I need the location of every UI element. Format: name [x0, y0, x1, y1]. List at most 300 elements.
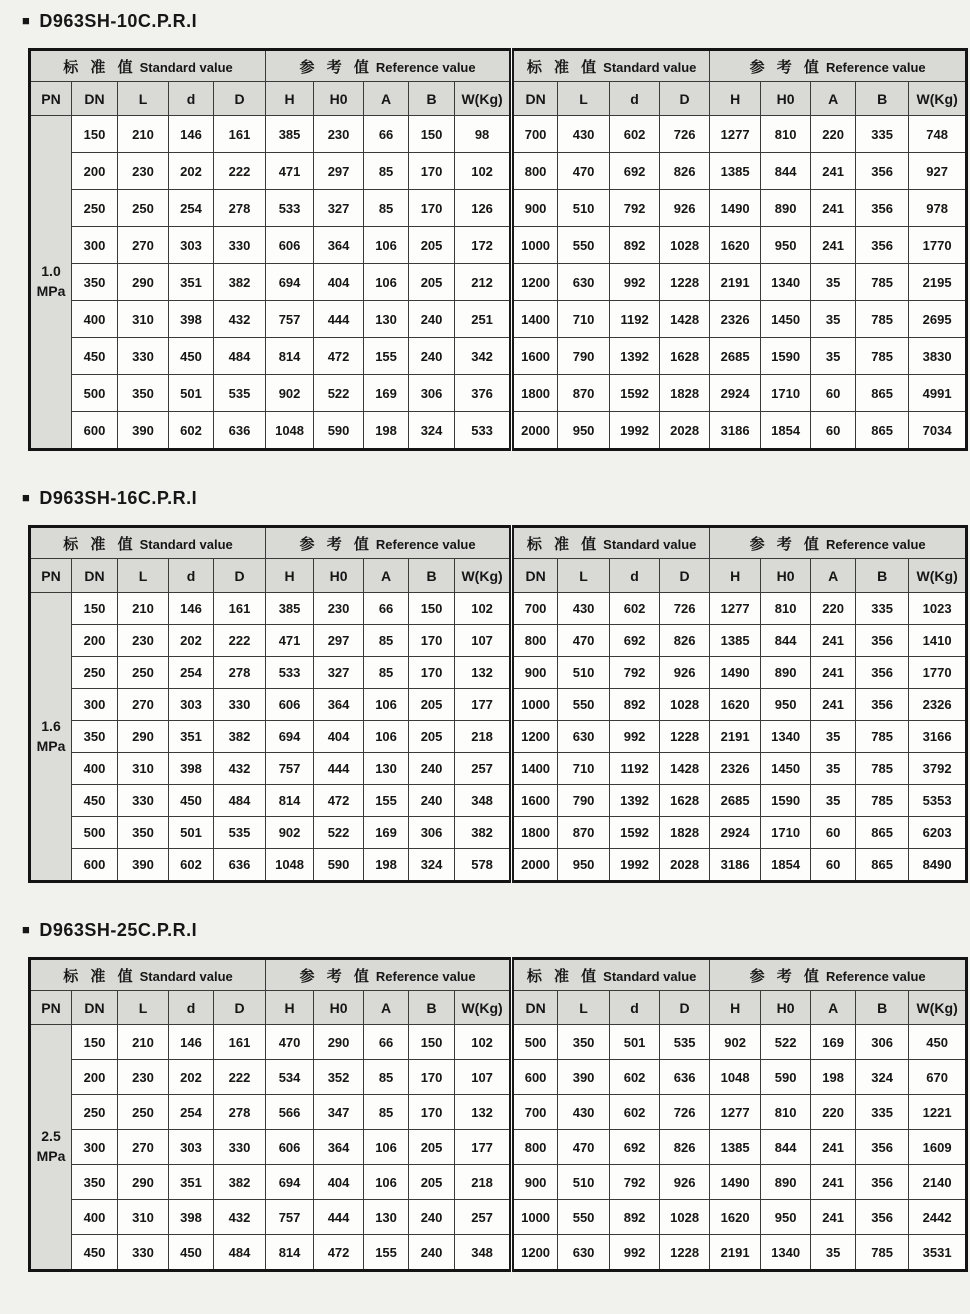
- column-header-l: L: [558, 991, 610, 1025]
- data-cell: 510: [558, 1165, 610, 1200]
- pn-cell: [30, 593, 72, 882]
- data-cell: 335: [856, 116, 909, 153]
- data-cell: 1590: [761, 785, 811, 817]
- table-row: [30, 1025, 967, 1060]
- data-cell: 404: [314, 1165, 364, 1200]
- data-cell: 177: [455, 689, 512, 721]
- data-cell: 2191: [710, 721, 761, 753]
- pn-column-header: PN: [30, 559, 72, 593]
- data-cell: 450: [169, 785, 214, 817]
- data-cell: 790: [558, 785, 610, 817]
- data-cell: 2140: [909, 1165, 967, 1200]
- data-cell: 792: [610, 190, 660, 227]
- data-cell: 501: [169, 375, 214, 412]
- data-cell: 757: [266, 301, 314, 338]
- table-row: [30, 625, 967, 657]
- data-cell: 926: [660, 657, 710, 689]
- data-cell: 533: [266, 190, 314, 227]
- data-cell: 1490: [710, 1165, 761, 1200]
- data-cell: 892: [610, 1200, 660, 1235]
- data-cell: 300: [72, 1130, 118, 1165]
- data-cell: 169: [364, 817, 409, 849]
- column-header-h: H: [710, 82, 761, 116]
- data-cell: 470: [558, 153, 610, 190]
- data-cell: 35: [811, 338, 856, 375]
- column-header-d: d: [169, 82, 214, 116]
- data-cell: 3531: [909, 1235, 967, 1271]
- data-cell: 205: [409, 264, 455, 301]
- data-cell: 102: [455, 593, 512, 625]
- data-cell: 430: [558, 1095, 610, 1130]
- data-cell: 2326: [710, 301, 761, 338]
- data-cell: 130: [364, 753, 409, 785]
- data-cell: 210: [118, 116, 169, 153]
- data-cell: 1392: [610, 338, 660, 375]
- column-header-w(kg): W(Kg): [909, 82, 967, 116]
- data-cell: 950: [761, 227, 811, 264]
- data-cell: 1400: [512, 301, 558, 338]
- data-cell: 60: [811, 817, 856, 849]
- data-cell: 327: [314, 657, 364, 689]
- data-cell: 1490: [710, 657, 761, 689]
- data-cell: 600: [72, 849, 118, 882]
- data-cell: 382: [214, 721, 266, 753]
- data-cell: 85: [364, 153, 409, 190]
- data-cell: 382: [214, 1165, 266, 1200]
- column-header-dn: DN: [72, 991, 118, 1025]
- data-cell: 726: [660, 1095, 710, 1130]
- data-cell: 500: [72, 375, 118, 412]
- column-header-d: d: [610, 559, 660, 593]
- data-cell: 1620: [710, 1200, 761, 1235]
- column-header-d: D: [214, 82, 266, 116]
- data-cell: 1450: [761, 753, 811, 785]
- data-cell: 566: [266, 1095, 314, 1130]
- column-header-h0: H0: [314, 82, 364, 116]
- data-cell: 1609: [909, 1130, 967, 1165]
- data-cell: 810: [761, 1095, 811, 1130]
- standard-value-label-cn: 标 准 值: [526, 58, 601, 76]
- data-cell: 1023: [909, 593, 967, 625]
- data-cell: 306: [856, 1025, 909, 1060]
- data-cell: 310: [118, 1200, 169, 1235]
- data-cell: 2191: [710, 1235, 761, 1271]
- reference-value-label-en: Reference value: [375, 536, 476, 552]
- data-cell: 550: [558, 689, 610, 721]
- data-cell: 35: [811, 264, 856, 301]
- data-cell: 330: [118, 1235, 169, 1271]
- data-cell: 432: [214, 753, 266, 785]
- data-cell: 132: [455, 1095, 512, 1130]
- data-cell: 590: [314, 849, 364, 882]
- data-cell: 1048: [710, 1060, 761, 1095]
- data-cell: 102: [455, 153, 512, 190]
- data-cell: 602: [169, 849, 214, 882]
- column-header-a: A: [811, 82, 856, 116]
- data-cell: 630: [558, 264, 610, 301]
- data-cell: 785: [856, 721, 909, 753]
- data-cell: 205: [409, 689, 455, 721]
- data-cell: 1428: [660, 301, 710, 338]
- data-cell: 522: [314, 817, 364, 849]
- data-cell: 590: [761, 1060, 811, 1095]
- data-cell: 510: [558, 657, 610, 689]
- column-header-l: L: [118, 82, 169, 116]
- data-cell: 335: [856, 1095, 909, 1130]
- data-cell: 218: [455, 1165, 512, 1200]
- data-cell: 106: [364, 721, 409, 753]
- column-header-dn: DN: [72, 559, 118, 593]
- standard-value-label-en: Standard value: [139, 536, 233, 552]
- table-row: [30, 1130, 967, 1165]
- table-row: [30, 785, 967, 817]
- data-cell: 306: [409, 817, 455, 849]
- data-cell: 694: [266, 264, 314, 301]
- data-cell: 1450: [761, 301, 811, 338]
- data-cell: 2326: [909, 689, 967, 721]
- data-cell: 241: [811, 1165, 856, 1200]
- data-cell: 202: [169, 625, 214, 657]
- pn-value: 1.6: [41, 717, 61, 734]
- data-cell: 844: [761, 153, 811, 190]
- data-cell: 150: [409, 116, 455, 153]
- data-cell: 1400: [512, 753, 558, 785]
- data-cell: 400: [72, 301, 118, 338]
- data-cell: 1600: [512, 338, 558, 375]
- data-cell: 350: [72, 1165, 118, 1200]
- data-cell: 535: [660, 1025, 710, 1060]
- data-cell: 2028: [660, 849, 710, 882]
- data-cell: 107: [455, 625, 512, 657]
- column-header-b: B: [409, 991, 455, 1025]
- data-cell: 169: [364, 375, 409, 412]
- reference-value-label-en: Reference value: [375, 968, 476, 984]
- data-cell: 826: [660, 1130, 710, 1165]
- data-cell: 398: [169, 301, 214, 338]
- data-cell: 444: [314, 753, 364, 785]
- data-cell: 150: [409, 593, 455, 625]
- data-cell: 757: [266, 1200, 314, 1235]
- data-cell: 890: [761, 190, 811, 227]
- standard-value-group-header: [512, 959, 710, 991]
- data-cell: 3186: [710, 849, 761, 882]
- data-cell: 230: [314, 116, 364, 153]
- data-cell: 200: [72, 1060, 118, 1095]
- table-row: [30, 153, 967, 190]
- data-cell: 398: [169, 1200, 214, 1235]
- data-cell: 1828: [660, 375, 710, 412]
- data-cell: 522: [761, 1025, 811, 1060]
- reference-value-label-en: Reference value: [375, 59, 476, 75]
- data-cell: 1710: [761, 817, 811, 849]
- data-cell: 606: [266, 689, 314, 721]
- data-cell: 865: [856, 817, 909, 849]
- data-cell: 844: [761, 1130, 811, 1165]
- data-cell: 102: [455, 1025, 512, 1060]
- reference-value-group-header: [266, 959, 512, 991]
- data-cell: 85: [364, 1060, 409, 1095]
- data-cell: 1228: [660, 721, 710, 753]
- data-cell: 240: [409, 301, 455, 338]
- data-cell: 220: [811, 593, 856, 625]
- data-cell: 810: [761, 116, 811, 153]
- data-cell: 205: [409, 227, 455, 264]
- column-header-l: L: [558, 559, 610, 593]
- data-cell: 2000: [512, 412, 558, 450]
- data-cell: 1770: [909, 657, 967, 689]
- column-header-h: H: [710, 559, 761, 593]
- column-header-h0: H0: [761, 82, 811, 116]
- data-cell: 351: [169, 721, 214, 753]
- data-cell: 250: [118, 190, 169, 227]
- data-cell: 2000: [512, 849, 558, 882]
- data-cell: 150: [72, 1025, 118, 1060]
- column-header-d: D: [660, 559, 710, 593]
- data-cell: 60: [811, 375, 856, 412]
- data-cell: 290: [118, 1165, 169, 1200]
- square-bullet-icon: ■: [22, 921, 31, 937]
- data-cell: 1992: [610, 412, 660, 450]
- data-cell: 356: [856, 1200, 909, 1235]
- data-cell: 212: [455, 264, 512, 301]
- data-cell: 870: [558, 817, 610, 849]
- data-cell: 1854: [761, 849, 811, 882]
- data-cell: 356: [856, 1130, 909, 1165]
- data-cell: 35: [811, 301, 856, 338]
- standard-value-group-header: [30, 50, 266, 82]
- pn-column-header: PN: [30, 991, 72, 1025]
- column-header-h: H: [266, 559, 314, 593]
- data-cell: 106: [364, 689, 409, 721]
- reference-value-group-header: [266, 50, 512, 82]
- data-cell: 522: [314, 375, 364, 412]
- data-cell: 472: [314, 785, 364, 817]
- data-cell: 978: [909, 190, 967, 227]
- pn-cell: [30, 116, 72, 450]
- data-cell: 330: [214, 689, 266, 721]
- data-cell: 230: [118, 153, 169, 190]
- standard-value-label-cn: 标 准 值: [63, 967, 137, 985]
- data-cell: 350: [72, 264, 118, 301]
- standard-value-label-en: Standard value: [603, 59, 697, 75]
- data-cell: 220: [811, 1095, 856, 1130]
- data-cell: 444: [314, 301, 364, 338]
- spec-section-10c: [0, 10, 970, 451]
- data-cell: 324: [856, 1060, 909, 1095]
- data-cell: 241: [811, 657, 856, 689]
- data-cell: 66: [364, 116, 409, 153]
- table-row: [30, 1095, 967, 1130]
- column-header-d: D: [660, 991, 710, 1025]
- data-cell: 785: [856, 338, 909, 375]
- data-cell: 278: [214, 657, 266, 689]
- column-header-w(kg): W(Kg): [455, 991, 512, 1025]
- column-header-d: d: [610, 991, 660, 1025]
- data-cell: 726: [660, 116, 710, 153]
- data-cell: 290: [118, 721, 169, 753]
- data-cell: 450: [909, 1025, 967, 1060]
- column-header-d: d: [169, 991, 214, 1025]
- column-header-d: D: [214, 559, 266, 593]
- data-cell: 2028: [660, 412, 710, 450]
- data-cell: 484: [214, 1235, 266, 1271]
- data-cell: 222: [214, 625, 266, 657]
- data-cell: 694: [266, 1165, 314, 1200]
- data-cell: 3830: [909, 338, 967, 375]
- standard-value-label-cn: 标 准 值: [526, 535, 601, 553]
- data-cell: 66: [364, 1025, 409, 1060]
- column-header-w(kg): W(Kg): [455, 82, 512, 116]
- data-cell: 870: [558, 375, 610, 412]
- data-cell: 330: [118, 785, 169, 817]
- data-cell: 5353: [909, 785, 967, 817]
- reference-value-group-header: [266, 527, 512, 559]
- data-cell: 950: [761, 1200, 811, 1235]
- data-cell: 241: [811, 153, 856, 190]
- column-header-b: B: [856, 991, 909, 1025]
- data-cell: 155: [364, 785, 409, 817]
- header-group-row: [30, 50, 967, 82]
- reference-value-label-en: Reference value: [825, 536, 926, 552]
- data-cell: 1340: [761, 721, 811, 753]
- data-cell: 785: [856, 301, 909, 338]
- data-cell: 785: [856, 753, 909, 785]
- data-cell: 35: [811, 721, 856, 753]
- table-row: [30, 1235, 967, 1271]
- data-cell: 748: [909, 116, 967, 153]
- data-cell: 1028: [660, 1200, 710, 1235]
- column-header-a: A: [364, 991, 409, 1025]
- data-cell: 161: [214, 116, 266, 153]
- data-cell: 1710: [761, 375, 811, 412]
- table-row: [30, 338, 967, 375]
- data-cell: 385: [266, 116, 314, 153]
- pn-unit: MPa: [36, 737, 66, 754]
- data-cell: 205: [409, 721, 455, 753]
- data-cell: 170: [409, 190, 455, 227]
- column-header-a: A: [811, 991, 856, 1025]
- column-header-l: L: [118, 559, 169, 593]
- data-cell: 1590: [761, 338, 811, 375]
- standard-value-label-en: Standard value: [139, 968, 233, 984]
- reference-value-label-cn: 参 考 值: [299, 535, 373, 553]
- data-cell: 35: [811, 1235, 856, 1271]
- data-cell: 926: [660, 190, 710, 227]
- data-cell: 1192: [610, 301, 660, 338]
- reference-value-label-cn: 参 考 值: [749, 967, 823, 985]
- data-cell: 950: [558, 849, 610, 882]
- data-cell: 865: [856, 849, 909, 882]
- data-cell: 205: [409, 1165, 455, 1200]
- data-cell: 792: [610, 1165, 660, 1200]
- data-cell: 306: [409, 375, 455, 412]
- reference-value-group-header: [710, 50, 967, 82]
- table-row: [30, 753, 967, 785]
- data-cell: 992: [610, 1235, 660, 1271]
- column-header-w(kg): W(Kg): [909, 991, 967, 1025]
- data-cell: 1200: [512, 264, 558, 301]
- column-header-b: B: [856, 82, 909, 116]
- data-cell: 222: [214, 1060, 266, 1095]
- data-cell: 352: [314, 1060, 364, 1095]
- data-cell: 198: [364, 849, 409, 882]
- data-cell: 790: [558, 338, 610, 375]
- data-cell: 200: [72, 625, 118, 657]
- data-cell: 500: [512, 1025, 558, 1060]
- data-cell: 350: [118, 817, 169, 849]
- data-cell: 1992: [610, 849, 660, 882]
- data-cell: 902: [266, 817, 314, 849]
- data-cell: 534: [266, 1060, 314, 1095]
- data-cell: 1600: [512, 785, 558, 817]
- data-cell: 8490: [909, 849, 967, 882]
- data-cell: 692: [610, 625, 660, 657]
- data-cell: 382: [214, 264, 266, 301]
- data-cell: 1028: [660, 689, 710, 721]
- data-cell: 303: [169, 1130, 214, 1165]
- data-cell: 550: [558, 1200, 610, 1235]
- spec-section-25c: [0, 919, 970, 1272]
- data-cell: 636: [214, 412, 266, 450]
- data-cell: 222: [214, 153, 266, 190]
- column-header-h: H: [266, 991, 314, 1025]
- data-cell: 785: [856, 785, 909, 817]
- data-cell: 450: [72, 1235, 118, 1271]
- square-bullet-icon: ■: [22, 489, 31, 505]
- data-cell: 251: [455, 301, 512, 338]
- data-cell: 126: [455, 190, 512, 227]
- data-cell: 330: [214, 227, 266, 264]
- data-cell: 692: [610, 1130, 660, 1165]
- data-cell: 257: [455, 753, 512, 785]
- column-header-b: B: [856, 559, 909, 593]
- data-cell: 710: [558, 753, 610, 785]
- column-header-h: H: [266, 82, 314, 116]
- data-cell: 700: [512, 116, 558, 153]
- data-cell: 205: [409, 1130, 455, 1165]
- data-cell: 310: [118, 753, 169, 785]
- data-cell: 241: [811, 190, 856, 227]
- data-cell: 356: [856, 190, 909, 227]
- column-header-h0: H0: [761, 559, 811, 593]
- column-header-w(kg): W(Kg): [909, 559, 967, 593]
- data-cell: 220: [811, 116, 856, 153]
- data-cell: 356: [856, 625, 909, 657]
- data-cell: 146: [169, 1025, 214, 1060]
- data-cell: 2685: [710, 338, 761, 375]
- data-cell: 35: [811, 753, 856, 785]
- data-cell: 290: [314, 1025, 364, 1060]
- data-cell: 270: [118, 689, 169, 721]
- column-header-w(kg): W(Kg): [455, 559, 512, 593]
- table-row: [30, 817, 967, 849]
- data-cell: 602: [610, 116, 660, 153]
- data-cell: 600: [512, 1060, 558, 1095]
- column-header-d: d: [169, 559, 214, 593]
- data-cell: 1192: [610, 753, 660, 785]
- data-cell: 170: [409, 1060, 455, 1095]
- data-cell: 1620: [710, 689, 761, 721]
- column-header-b: B: [409, 82, 455, 116]
- table-row: [30, 1200, 967, 1235]
- data-cell: 241: [811, 227, 856, 264]
- data-cell: 1770: [909, 227, 967, 264]
- data-cell: 757: [266, 753, 314, 785]
- table-row: [30, 301, 967, 338]
- data-cell: 472: [314, 1235, 364, 1271]
- data-cell: 310: [118, 301, 169, 338]
- data-cell: 785: [856, 1235, 909, 1271]
